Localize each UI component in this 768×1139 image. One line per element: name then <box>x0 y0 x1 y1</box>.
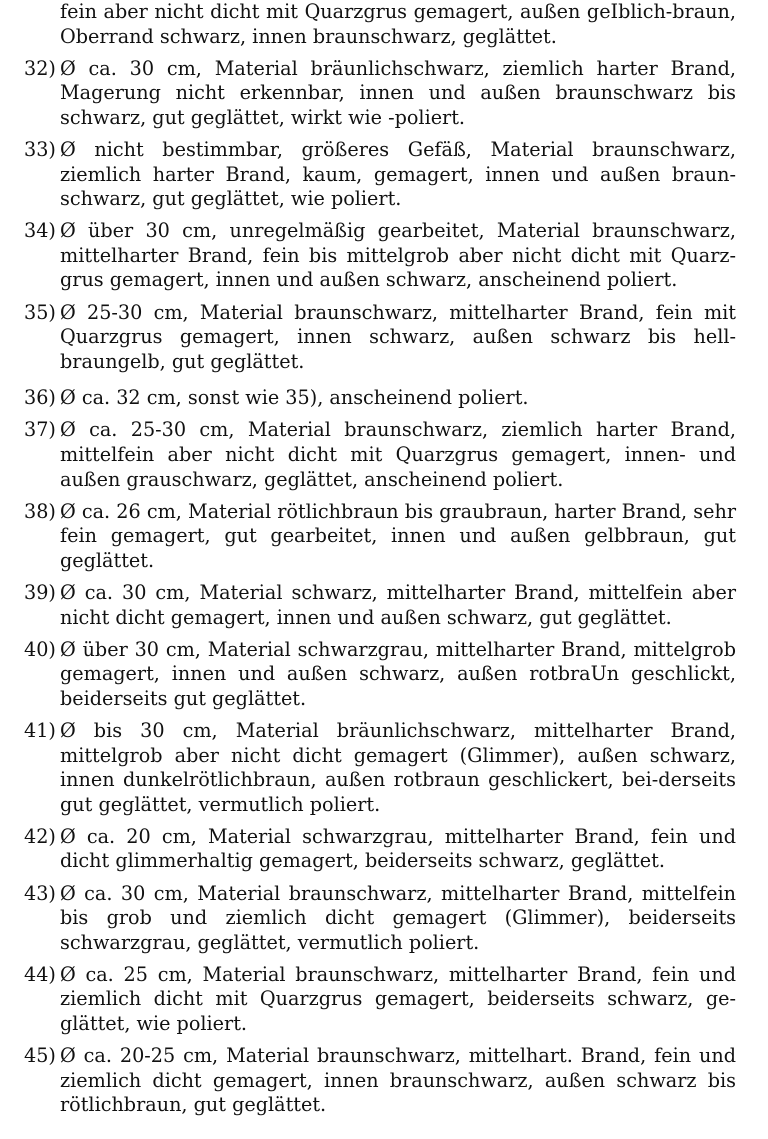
entry-39 <box>24 581 736 630</box>
entry-number: 43) <box>24 881 56 905</box>
entry-number: 41) <box>24 718 56 742</box>
entry-number: 32) <box>24 56 56 80</box>
entry-45 <box>24 1044 736 1118</box>
entry-text: Ø ca. 30 cm, Material schwarz, mittelharter Brand, mittelfein aber nicht dicht gemagert, innen und außen schwarz, gut geglättet. <box>60 580 736 629</box>
entry-text: Ø ca. 20-25 cm, Material braunschwarz, mittelhart. Brand, fein und ziemlich dicht gemagert, innen braunschwarz, außen schwarz bis rötlichbraun, gut geglättet. <box>60 1044 736 1117</box>
entry-number: 39) <box>24 580 56 604</box>
entry-32 <box>24 57 736 131</box>
entry-43 <box>24 882 736 956</box>
entry-text: Ø ca. 25-30 cm, Material braunschwarz, ziemlich harter Brand, mittelfein aber nicht dicht mit Quarzgrus gemagert, innen- und außen grauschwarz, geglättet, anscheinend poliert. <box>60 418 736 491</box>
entry-44 <box>24 963 736 1037</box>
entry-number: 42) <box>24 824 56 848</box>
entry-text: Ø ca. 32 cm, sonst wie 35), anscheinend poliert. <box>60 386 529 410</box>
entry-number: 34) <box>24 219 56 243</box>
entry-number: 37) <box>24 418 56 442</box>
entry-number: 38) <box>24 499 56 523</box>
entry-number: 44) <box>24 962 56 986</box>
entry-text: Ø 25-30 cm, Material braunschwarz, mittelharter Brand, fein mit Quarzgrus gemagert, innen schwarz, außen schwarz bis hell-braungelb, gut geglättet. <box>60 300 736 373</box>
entry-text: Ø ca. 25 cm, Material braunschwarz, mittelharter Brand, fein und ziemlich dicht mit Quarzgrus gemagert, beiderseits schwarz, ge-glättet, wie poliert. <box>60 962 736 1035</box>
entry-text: Ø ca. 30 cm, Material bräunlichschwarz, ziemlich harter Brand, Magerung nicht erkennbar, innen und außen braunschwarz bis schwarz, gut geglättet, wirkt wie ‐poliert. <box>60 56 736 129</box>
entry-text: Ø über 30 cm, unregelmäßig gearbeitet, Material braunschwarz, mittelharter Brand, fein bis mittelgrob aber nicht dicht mit Quarz-grus gemagert, innen und außen schwarz, anscheinend poliert. <box>60 219 736 292</box>
entry-text: Ø über 30 cm, Material schwarzgrau, mittelharter Brand, mittelgrob gemagert, innen und außen schwarz, außen rotbraUn geschlickt, beiderseits gut geglättet. <box>60 637 736 710</box>
entry-number: 33) <box>24 137 56 161</box>
entry-37 <box>24 418 736 492</box>
entry-number: 35) <box>24 300 56 324</box>
entry-text: Ø bis 30 cm, Material bräunlichschwarz, mittelharter Brand, mittelgrob aber nicht dicht gemagert (Glimmer), außen schwarz, innen dunkelrötlichbraun, außen rotbraun geschlickert, bei-derseits gut geglättet, vermutlich poliert. <box>60 718 736 816</box>
entry-41 <box>24 719 736 817</box>
entry-number: 36) <box>24 386 56 410</box>
entry-38 <box>24 500 736 574</box>
entry-36 <box>24 386 736 411</box>
entry-text: Ø nicht bestimmbar, größeres Gefäß, Material braunschwarz, ziemlich harter Brand, kaum, gemagert, innen und außen braun-schwarz, gut geglättet, wie poliert. <box>60 137 736 211</box>
entry-number: 40) <box>24 637 56 661</box>
continuation-text: fein aber nicht dicht mit Quarzgrus gemagert, außen geIblich-braun, Oberrand schwarz, innen braunschwarz, geglättet. <box>60 0 736 48</box>
entry-text: Ø ca. 20 cm, Material schwarzgrau, mittelharter Brand, fein und dicht glimmerhaltig gemagert, beiderseits schwarz, geglättet. <box>60 824 736 873</box>
entry-42 <box>24 825 736 874</box>
entry-text: Ø ca. 30 cm, Material braunschwarz, mittelharter Brand, mittelfein bis grob und ziemlich dicht gemagert (Glimmer), beiderseits schwarzgrau, geglättet, vermutlich poliert. <box>60 881 736 954</box>
entry-35 <box>24 301 736 375</box>
entry-text: Ø ca. 26 cm, Material rötlichbraun bis graubraun, harter Brand, sehr fein gemagert, gut gearbeitet, innen und außen gelbbraun, gut geglättet. <box>60 499 736 572</box>
entry-40 <box>24 638 736 712</box>
document-page <box>24 0 736 1125</box>
entry-33 <box>24 138 736 212</box>
entry-number: 45) <box>24 1044 56 1068</box>
entry-34 <box>24 219 736 293</box>
